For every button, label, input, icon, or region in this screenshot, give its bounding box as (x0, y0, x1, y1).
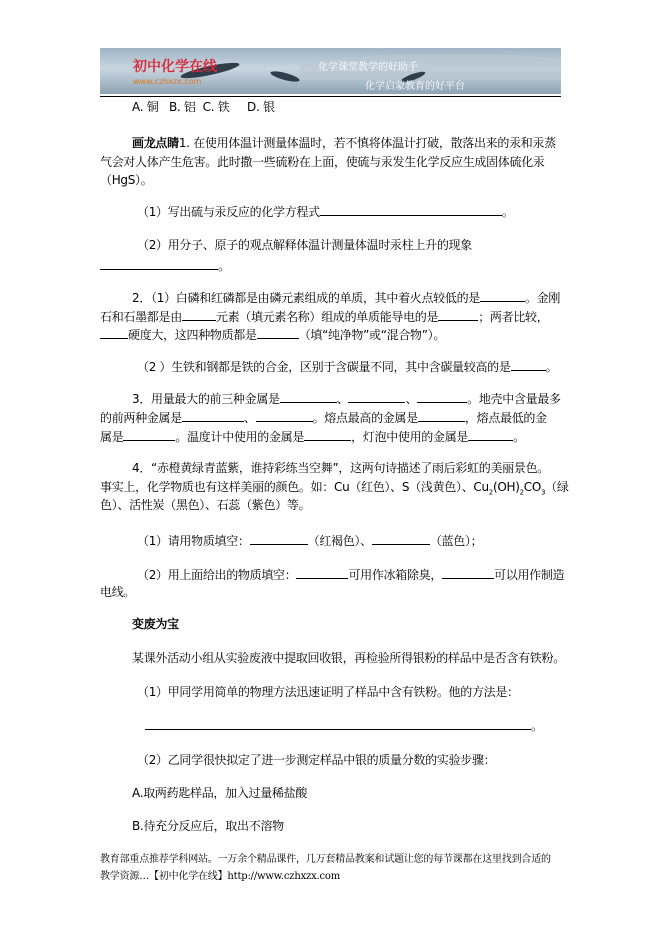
answer-blank[interactable] (511, 358, 546, 371)
paragraph-line: （HgS）。 (100, 173, 153, 187)
text: 属是 (100, 430, 124, 444)
answer-blank[interactable] (182, 409, 244, 422)
text: （2 ）生铁和钢都是铁的合金，区别于含碳量不同，其中含碳量较高的是 (137, 360, 511, 374)
text: (OH) (492, 480, 520, 494)
site-logo: 初中化学在线 (133, 59, 217, 75)
answer-blank[interactable] (182, 308, 216, 321)
question-line: （1）甲同学用简单的物理方法迅速证明了样品中含有铁粉。他的方法是： (137, 685, 519, 699)
paragraph-line: 色）、活性炭（黑色）、石蕊（紫色）等。 (100, 498, 311, 512)
site-url: www.czhxzx.com (133, 77, 202, 86)
text: 石和石墨都是由 (100, 310, 182, 324)
text: 、 (405, 392, 418, 406)
text: （绿 (545, 480, 569, 494)
header-banner (100, 48, 561, 94)
subscript: 2 (488, 488, 493, 497)
header-divider (100, 96, 561, 97)
text: ，熔点最低的金 (464, 411, 547, 425)
answer-blank[interactable] (418, 409, 465, 422)
section-heading: 变废为宝 (132, 617, 179, 631)
text: 教学资源…【初中化学在线】 (100, 871, 228, 882)
slogan: 化学课堂教学的好助手 (318, 62, 418, 73)
paragraph-line (132, 135, 556, 151)
footer-link[interactable]: http://www.czhxzx.com (227, 871, 341, 882)
paragraph-line (100, 326, 445, 342)
text: 。 (545, 360, 558, 374)
text: 。 (218, 259, 230, 273)
text: 1. 在使用体温计测量体温时，若不慎将体温计打破，散落出来的汞和汞蒸 (178, 136, 556, 150)
subscript: 3 (540, 488, 546, 497)
text: 硬度大，这四种物质都是 (128, 328, 257, 342)
text: 。 (501, 205, 514, 219)
step-line: A.取两药匙样品，加入过量稀盐酸 (132, 786, 308, 800)
footer-text: 教育部重点推荐学科网站。一万余个精品课件，几万套精品教案和试题让您的每节课都在这里找到合适的 (100, 854, 551, 865)
question-line: （2）乙同学很快拟定了进一步测定样品中银的质量分数的实验步骤： (137, 753, 496, 767)
question-line (137, 203, 514, 219)
text: 、 (336, 392, 349, 406)
text: （填“纯净物”或“混合物”）。 (298, 328, 446, 342)
text: 可用作冰箱除臭， (348, 568, 443, 582)
text: 可以用作制造 (494, 568, 565, 582)
text: 元素（填元素名称）组成的单质能导电的是 (215, 310, 439, 324)
answer-blank[interactable] (256, 409, 313, 422)
footer-text (100, 870, 340, 884)
dolphin-image (270, 69, 301, 84)
paragraph-line (100, 479, 569, 495)
paragraph-line: 4．“赤橙黄绿青蓝紫，谁持彩练当空舞”，这两句诗描述了雨后彩虹的美丽景色。 (132, 461, 549, 475)
text: （蓝色）； (429, 534, 483, 548)
answer-blank[interactable] (320, 203, 502, 216)
text: （红褐色）、 (307, 534, 372, 548)
paragraph-line (132, 390, 561, 406)
answer-choices: A. 铜 B. 铝 C. 铁 D. 银 (132, 100, 275, 114)
subscript: 2 (519, 488, 524, 497)
answer-blank[interactable] (145, 717, 531, 730)
answer-blank[interactable] (296, 566, 348, 579)
text: 事实上，化学物质也有这样美丽的颜色。如：Cu（红色）、S（浅黄色）、Cu (100, 480, 489, 494)
answer-blank[interactable] (348, 390, 405, 403)
answer-blank[interactable] (480, 289, 525, 302)
answer-blank[interactable] (304, 428, 351, 441)
text: 。金刚 (524, 291, 561, 305)
question-line (137, 532, 482, 548)
paragraph-line (100, 409, 547, 425)
answer-blank[interactable] (123, 428, 175, 441)
question-line: （2）用分子、原子的观点解释体温计测量体温时汞柱上升的现象 (137, 238, 472, 252)
answer-blank[interactable] (417, 390, 467, 403)
paragraph-line (132, 289, 560, 305)
answer-blank[interactable] (372, 532, 430, 545)
text: 、 (243, 411, 256, 425)
text: 。温度计中使用的金属是 (175, 430, 305, 444)
answer-blank[interactable] (442, 566, 494, 579)
question-line (137, 566, 564, 582)
paragraph-line: 某课外活动小组从实验废液中提取回收银，再检验所得银粉的样品中是否含有铁粉。 (132, 651, 565, 665)
text: 的前两种金属是 (100, 411, 182, 425)
text: 3．用量最大的前三种金属是 (132, 392, 280, 406)
text: 。 (513, 430, 525, 444)
question-line (145, 717, 543, 733)
paragraph-line (137, 358, 557, 374)
answer-blank[interactable] (257, 326, 299, 339)
section-heading: 画龙点睛 (132, 136, 179, 150)
question-line (100, 257, 230, 273)
answer-blank[interactable] (100, 257, 218, 270)
text: ，灯泡中使用的金属是 (351, 430, 469, 444)
text: ；两者比较， (478, 310, 549, 324)
paragraph-line (100, 308, 548, 324)
text: （2）用上面给出的物质填空： (137, 568, 297, 582)
text: 。地壳中含量最多 (467, 392, 561, 406)
text: 。 (531, 719, 543, 733)
text: CO (523, 480, 541, 494)
step-line: B.待充分反应后，取出不溶物 (132, 819, 284, 833)
answer-blank[interactable] (250, 532, 308, 545)
text: （1）写出硫与汞反应的化学方程式 (137, 205, 320, 219)
answer-blank[interactable] (280, 390, 337, 403)
question-line: 电线。 (100, 585, 136, 599)
answer-blank[interactable] (438, 308, 478, 321)
answer-blank[interactable] (100, 326, 128, 339)
slogan: 化学启蒙教育的好平台 (365, 81, 465, 92)
answer-blank[interactable] (468, 428, 513, 441)
text: 。熔点最高的金属是 (312, 411, 418, 425)
text: （1）请用物质填空： (137, 534, 250, 548)
text: 2．（1）白磷和红磷都是由磷元素组成的单质，其中着火点较低的是 (132, 291, 480, 305)
paragraph-line (100, 428, 525, 444)
paragraph-line: 气会对人体产生危害。此时撒一些硫粉在上面，使硫与汞发生化学反应生成固体硫化汞 (100, 155, 545, 169)
